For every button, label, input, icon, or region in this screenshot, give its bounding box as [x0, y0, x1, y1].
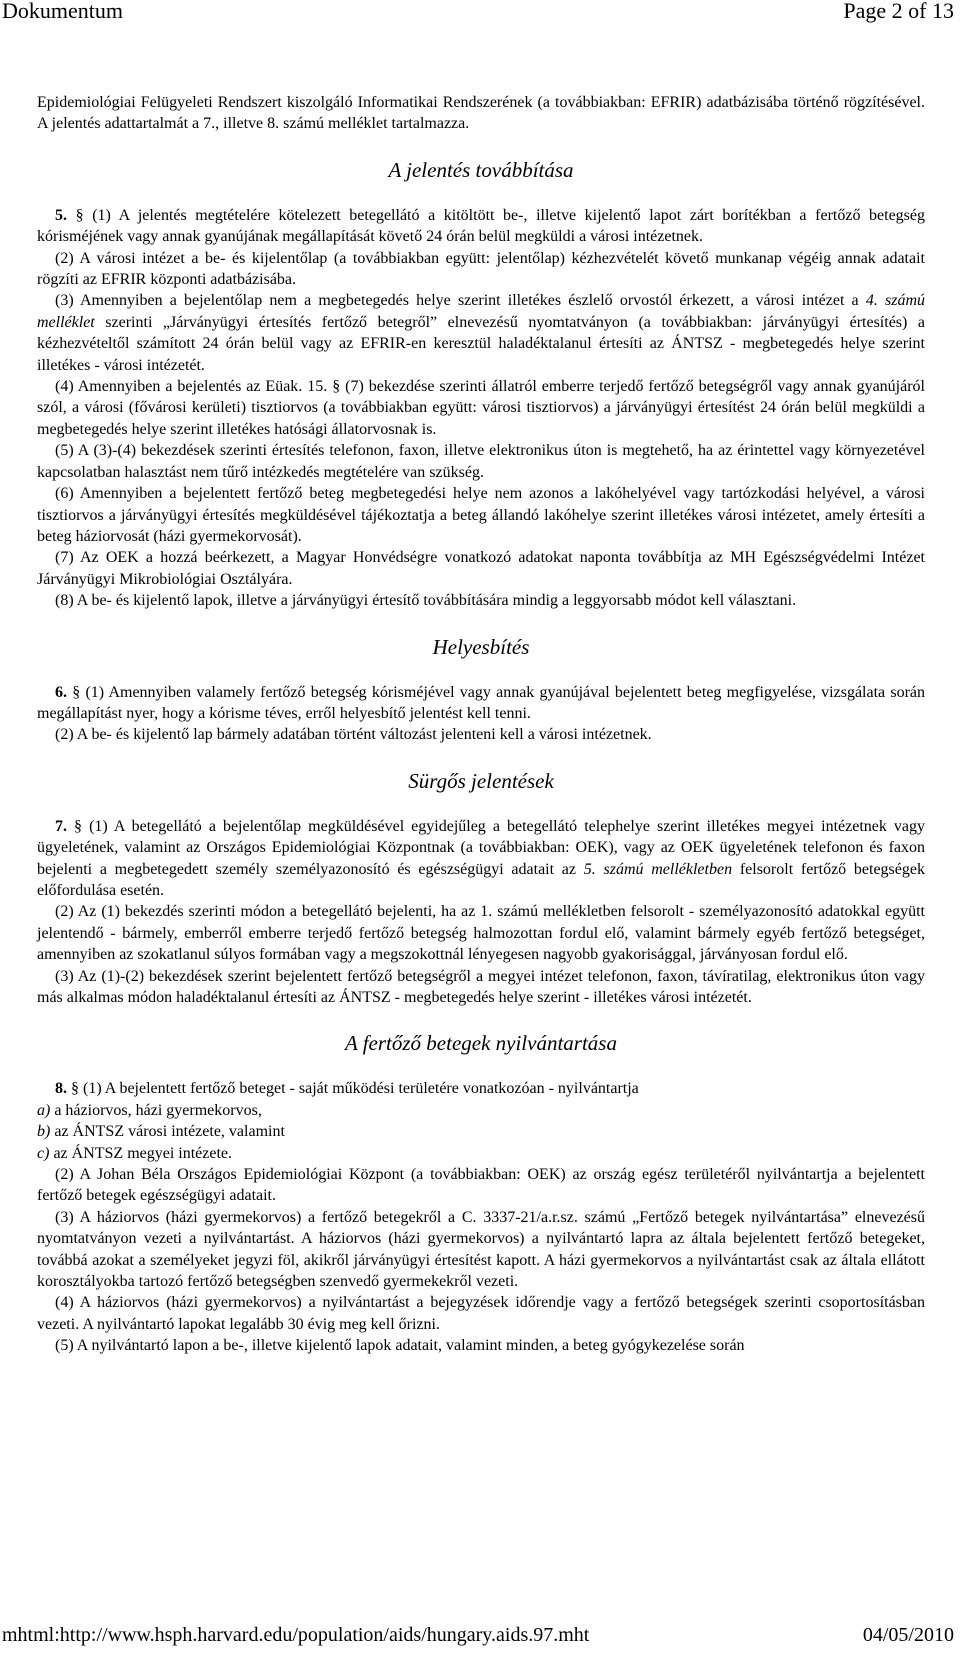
section-8-p1: 8. § (1) A bejelentett fertőző beteget - saját működési területére vonatkozóan - nyilvántartja: [55, 1080, 639, 1098]
section-5-p5: (5) A (3)-(4) bekezdések szerinti értesítés telefonon, faxon, illetve elektronikus úton is megtehető, ha az érintettel vagy környezetével kapcsolatban halasztást nem tűrő intézkedés megtételére van szükség.: [37, 442, 925, 481]
section-7-p1: 7. § (1) A betegellátó a bejelentőlap megküldésével egyidejűleg a betegellátó telephelye szerint illetékes megyei intézetnek vagy ügyeletének, valamint az Országos Epidemiológiai Központnak (a továbbiakban: OEK), vagy az OEK ügyeletének telefonon és faxon bejelenti a megbetegedett személy személyazonosító és egészségügyi adatait az 5. számú mellékletben felsorolt fertőző betegségek előfordulása esetén.: [37, 817, 926, 899]
section-8-p2: (2) A Johan Béla Országos Epidemiológiai Központ (a továbbiakban: OEK) az ország egész területéről nyilvántartja a bejelentett fertőző betegek egészségügyi adatait.: [37, 1166, 925, 1205]
list-item: b) az ÁNTSZ városi intézete, valamint: [37, 1123, 285, 1141]
section-number: 5.: [55, 206, 67, 224]
section-6-p2: (2) A be- és kijelentő lap bármely adatában történt változást jelenteni kell a városi intézetnek.: [55, 726, 652, 744]
section-7-p2: (2) Az (1) bekezdés szerinti módon a betegellátó bejelenti, ha az 1. számú mellékletben felsorolt - személyazonosító adatokkal együtt jelentendő - bármely, emberről emberre terjedő fertőző betegség halmozottan fordul elő, valamint bármely egyéb fertőző betegséget, amennyiben az szokatlanul súlyos formában vagy a megszokottnál lényegesen nagyobb gyakorisággal, járványosan fordul elő.: [37, 903, 925, 964]
list-item: c) az ÁNTSZ megyei intézete.: [37, 1144, 233, 1162]
section-6-p1: 6. § (1) Amennyiben valamely fertőző betegség kórisméjével vagy annak gyanújával bejelentett beteg megfigyelése, vizsgálata során megállapítást nyer, hogy a kórisme téves, erről helyesbítő jelentést kell tenni.: [37, 683, 926, 722]
section-8-p5: (5) A nyilvántartó lapon a be-, illetve kijelentő lapok adatait, valamint minden, a beteg gyógykezelése során: [55, 1337, 745, 1355]
section-5-p7: (7) Az OEK a hozzá beérkezett, a Magyar Honvédségre vonatkozó adatokat naponta továbbítja az MH Egészségvédelmi Intézet Járványügyi Mikrobiológiai Osztályára.: [37, 549, 925, 588]
document-body: [37, 92, 925, 1357]
section-8-p4: (4) A háziorvos (házi gyermekorvos) a nyilvántartást a bejegyzések időrendje vagy a fertőző betegségek szerinti csoportosításban vezeti. A nyilvántartó lapokat legalább 30 évig meg kell őrizni.: [37, 1294, 925, 1333]
section-8-p3: (3) A háziorvos (házi gyermekorvos) a fertőző betegekről a C. 3337-21/a.r.sz. számú „Fertőző betegek nyilvántartása” elnevezésű nyomtatványon vezeti a nyilvántartást. A háziorvos (házi gyermekorvos) a nyilvántartó lapra az általa bejelentett fertőző betegeket, továbbá azokat a személyeket jegyzi föl, akikről járványügyi értesítést kapott. A házi gyermekorvos a nyilvántartást csak az általa ellátott korosztályokba tartozó fertőző betegségben szenvedő gyermekekről vezeti.: [37, 1208, 925, 1291]
footer-url: mhtml:http://www.hsph.harvard.edu/population/aids/hungary.aids.97.mht: [2, 1624, 590, 1646]
heading-fertozo-betegek-nyilvantartasa: A fertőző betegek nyilvántartása: [345, 1031, 617, 1056]
section-5-p2: (2) A városi intézet a be- és kijelentőlap (a továbbiakban együtt: jelentőlap) kézhezvételét követő munkanap végéig annak adatait rögzíti az EFRIR központi adatbázisába.: [37, 249, 925, 289]
page-header: [0, 0, 960, 22]
section-7-p3: (3) Az (1)-(2) bekezdések szerint bejelentett fertőző betegségről a megyei intézet telefonon, faxon, távíratilag, elektronikus úton vagy más alkalmas módon haladéktalanul értesíti az ÁNTSZ - megbetegedés helye szerint - illetékes városi intézetét.: [37, 967, 925, 1006]
list-item: a) a háziorvos, házi gyermekorvos,: [37, 1101, 262, 1119]
document-title: Dokumentum: [2, 0, 123, 23]
heading-surgos-jelentesek: Sürgős jelentések: [408, 768, 554, 793]
section-5-p4: (4) Amennyiben a bejelentés az Eüak. 15. § (7) bekezdése szerinti állatról emberre terjedő fertőző betegségről vagy annak gyanújáról szól, a városi (fővárosi kerületi) tisztiorvos (a továbbiakban együtt: városi tisztiorvos) a járványügyi értesítést 24 órán belül megküldi a megbetegedés helye szerint illetékes hatósági állatorvosnak is.: [37, 378, 925, 438]
heading-jelentes-tovabbitasa: A jelentés továbbítása: [388, 157, 574, 182]
footer-date: 04/05/2010: [862, 1624, 954, 1646]
section-5-p1: 5. § (1) A jelentés megtételére kötelezett betegellátó a kitöltött be-, illetve kijelentő lapot zárt borítékban a fertőző betegség kórisméjének vagy annak gyanújának megállapítását követő 24 órán belül megküldi a városi intézetnek.: [37, 206, 926, 246]
page-footer: [0, 1624, 960, 1646]
page-number: Page 2 of 13: [843, 0, 954, 23]
heading-helyesbites: Helyesbítés: [432, 634, 530, 659]
section-5-p8: (8) A be- és kijelentő lapok, illetve a járványügyi értesítő továbbítására mindig a leggyorsabb módot kell választani.: [55, 592, 797, 610]
intro-paragraph: Epidemiológiai Felügyeleti Rendszert kiszolgáló Informatikai Rendszerének (a továbbiakban: EFRIR) adatbázisába történő rögzítésével. A jelentés adattartalmát a 7., illetve 8. számú melléklet tartalmazza.: [37, 94, 925, 133]
section-5-p6: (6) Amennyiben a bejelentett fertőző beteg megbetegedési helye nem azonos a lakóhelyével vagy tartózkodási helyével, a városi tisztiorvos a járványügyi értesítés megküldésével tájékoztatja a beteg állandó lakóhelye szerint illetékes városi intézetet, amely értesíti a beteg háziorvosát (házi gyermekorvosát).: [37, 485, 925, 545]
section-5-p3: (3) Amennyiben a bejelentőlap nem a megbetegedés helye szerint illetékes észlelő orvostól érkezett, a városi intézet a 4. számú melléklet szerinti „Járványügyi értesítés fertőző betegről” elnevezésű nyomtatványon (a továbbiakban: járványügyi értesítés) a kézhezvételtől számított 24 órán belül vagy az EFRIR-en keresztül haladéktalanul értesíti az ÁNTSZ - megbetegedés helye szerint illetékes - városi intézetét.: [37, 292, 925, 374]
